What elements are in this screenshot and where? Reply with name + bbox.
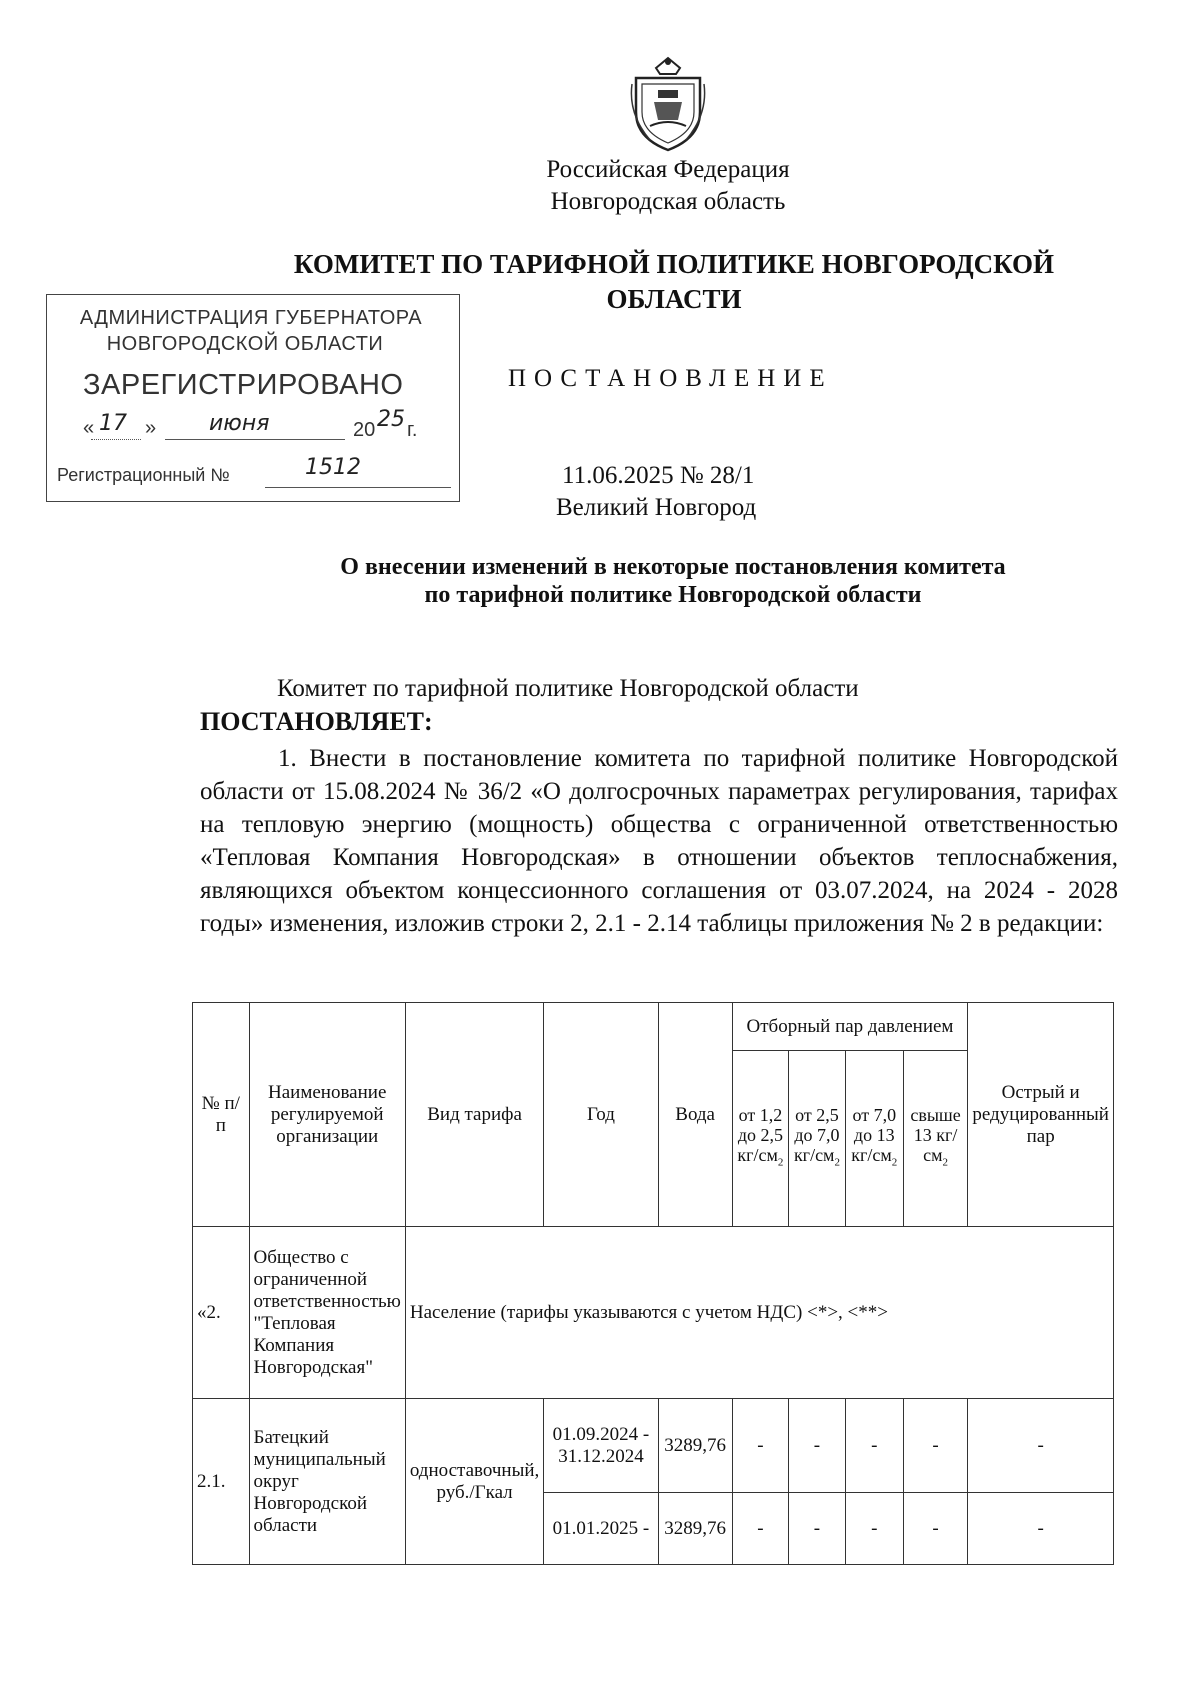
resolves-heading: ПОСТАНОВЛЯЕТ: [200, 707, 433, 736]
stamp-reg-label: Регистрационный № [57, 465, 230, 485]
document-city: Великий Новгород [556, 494, 757, 521]
stamp-year-suffix: 25 [377, 407, 405, 432]
stamp-registered: ЗАРЕГИСТРИРОВАНО [83, 369, 404, 401]
stamp-day: 17 [99, 411, 127, 436]
row2-num: «2. [193, 1227, 250, 1399]
row21-org: Батецкий муниципальный округ Новгородской области [249, 1399, 405, 1565]
stamp-reg-number: 1512 [305, 455, 361, 480]
committee-title-line1: КОМИТЕТ ПО ТАРИФНОЙ ПОЛИТИКЕ НОВГОРОДСКОЙ [293, 249, 1055, 279]
table-row [193, 1399, 1114, 1493]
stamp-year-prefix: 20 [353, 419, 376, 441]
subject-line1: О внесении изменений в некоторые постановления комитета [340, 554, 1006, 580]
row21-period2-p2: - [789, 1493, 846, 1565]
row21-period1-p3: - [845, 1399, 903, 1493]
intro-text: Комитет по тарифной политике Новгородской области [277, 675, 859, 702]
header-steam-group: Отборный пар давлением [732, 1003, 968, 1051]
row21-period2-p4: - [903, 1493, 968, 1565]
header-num: № п/п [193, 1003, 250, 1227]
row21-period2-p1: - [732, 1493, 789, 1565]
row21-period1-water: 3289,76 [658, 1399, 732, 1493]
paragraph-1 [200, 742, 1118, 940]
row21-period1-year: 01.09.2024 - 31.12.2024 [544, 1399, 658, 1493]
stamp-year-unit: г. [407, 419, 418, 441]
header-pressure-2: от 2,5 до 7,0 $кг/см_2$ [789, 1051, 846, 1227]
header-org: Наименование регулируемой организации [249, 1003, 405, 1227]
stamp-administration: АДМИНИСТРАЦИЯ ГУБЕРНАТОРА [79, 307, 423, 329]
country-name: Российская Федерация [546, 156, 790, 183]
header-year: Год [544, 1003, 658, 1227]
stamp-date-row: « 17 » июня 20 25 г. [83, 407, 418, 441]
row21-period2-p3: - [845, 1493, 903, 1565]
row21-period2-year: 01.01.2025 - [544, 1493, 658, 1565]
coat-of-arms-emblem [628, 54, 708, 154]
row21-period1-p2: - [789, 1399, 846, 1493]
stamp-region: НОВГОРОДСКОЙ ОБЛАСТИ [106, 333, 384, 355]
paragraph-1-text: 1. Внести в постановление комитета по тарифной политике Новгородской области от 15.08.2024 № 36/2 «О долгосрочных параметрах регулирования, тарифах на тепловую энергию (мощность) общества с ограниченной ответственностью «Тепловая Компания Новгородская» в отношении объектов теплоснабжения, являющихся объектом концессионного соглашения от 03.07.2024, на 2024 - 2028 годы» изменения, изложив строки 2, 2.1 - 2.14 таблицы приложения № 2 в редакции: [200, 745, 1118, 937]
header-sharp-steam: Острый и редуцированный пар [968, 1003, 1114, 1227]
header-pressure-4: свыше 13 $кг/см_2$ [903, 1051, 968, 1227]
subject-line2: по тарифной политике Новгородской области [424, 582, 922, 608]
tariff-table [192, 1002, 1114, 1565]
header-tariff-type: Вид тарифа [405, 1003, 543, 1227]
row2-org: Общество с ограниченной ответственностью "Тепловая Компания Новгородская" [249, 1227, 405, 1399]
row21-period1-p4: - [903, 1399, 968, 1493]
header-water: Вода [658, 1003, 732, 1227]
row21-period1-sharp: - [968, 1399, 1114, 1493]
row2-note: Население (тарифы указываются с учетом НДС) <*>, <**> [405, 1227, 1113, 1399]
table-row [193, 1227, 1114, 1399]
row21-num: 2.1. [193, 1399, 250, 1565]
region-name: Новгородская область [550, 188, 786, 215]
row21-period2-sharp: - [968, 1493, 1114, 1565]
registration-stamp [46, 294, 460, 502]
header-pressure-3: от 7,0 до 13 $кг/см_2$ [845, 1051, 903, 1227]
row21-tariff-type: одноставочный, руб./Гкал [405, 1399, 543, 1565]
document-date-number: 11.06.2025 № 28/1 [562, 462, 755, 489]
row21-period1-p1: - [732, 1399, 789, 1493]
stamp-month: июня [209, 411, 270, 436]
row21-period2-water: 3289,76 [658, 1493, 732, 1565]
header-pressure-1: от 1,2 до 2,5 $кг/см_2$ [732, 1051, 789, 1227]
document-type: ПОСТАНОВЛЕНИЕ [508, 365, 833, 392]
committee-title-line2: ОБЛАСТИ [606, 284, 742, 314]
